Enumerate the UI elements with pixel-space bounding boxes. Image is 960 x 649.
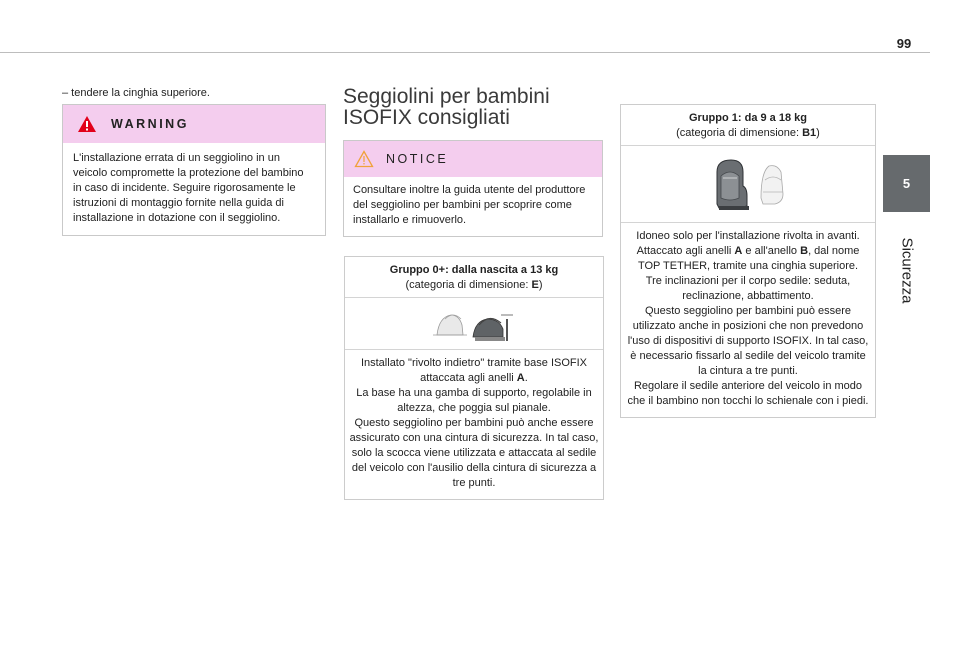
group1-desc-4: Questo seggiolino per bambini può essere utilizzato anche in posizioni che non prevedono l'uso di dispositivi di supporto ISOFIX. In tal caso, è necessario fissarlo al sedile del veicolo tramite la cintura a tre punti. [627,305,869,377]
chapter-label [883,220,930,320]
notice-header [344,141,602,177]
section-title-line2: ISOFIX consigliati [343,106,510,129]
group0-description [345,350,603,499]
group1-desc-1: Idoneo solo per l'installazione rivolta in avanti. [636,230,860,242]
group0-title: Gruppo 0+: dalla nascita a 13 kg [389,264,559,276]
group1-image-cell [621,146,875,223]
group1-table [620,104,876,418]
chapter-tab[interactable] [883,155,930,212]
group1-desc-2: Attaccato agli anelli A e all'anello B, dal nome TOP TETHER, tramite una cinghia superiore. [636,245,860,272]
child-seat-illustration [703,154,793,214]
group0-image-cell [345,298,603,350]
instruction-line: – tendere la cinghia superiore. [62,87,210,99]
group0-desc-3: Questo seggiolino per bambini può anche essere assicurato con una cintura di sicurezza. In tal caso, solo la scocca viene utilizzata e attaccata al sedile del veicolo con l'ausilio della cintura di sicurezza a tre punti. [349,417,599,489]
group0-desc-2: La base ha una gamba di supporto, regolabile in altezza, che poggia sul pianale. [356,387,592,414]
group1-desc-5: Regolare il sedile anteriore del veicolo in modo che il bambino non tocchi lo schienale con i piedi. [627,380,869,407]
group0-subtitle: (categoria di dimensione: E) [405,279,543,291]
warning-box [62,104,326,236]
warning-text: L'installazione errata di un seggiolino in un veicolo compromette la protezione del bambino in caso di incidente. Seguire rigorosamente le istruzioni di montaggio fornite nella guida di installazione in dotazione con il seggiolino. [73,152,304,224]
section-title-line1: Seggiolini per bambini [343,85,550,108]
notice-triangle-icon [354,150,374,168]
group0-desc-1: Installato "rivolto indietro" tramite base ISOFIX attaccata agli anelli A. [360,357,588,384]
page-number: 99 [896,36,912,51]
group0-table [344,256,604,500]
header-rule [0,52,930,53]
notice-text: Consultare inoltre la guida utente del produttore del seggiolino per bambini per scoprire come installarlo e rimuoverlo. [353,184,586,226]
group1-title: Gruppo 1: da 9 a 18 kg [689,112,807,124]
group0-header [345,257,603,298]
group1-desc-3: Tre inclinazioni per il corpo sedile: seduta, reclinazione, abbattimento. [645,275,851,302]
group1-header [621,105,875,146]
notice-box [343,140,603,237]
warning-header [63,105,325,143]
section-title [343,86,603,128]
warning-triangle-icon [77,115,97,133]
chapter-number: 5 [902,176,911,191]
infant-carrier-illustration [429,305,519,343]
notice-title: NOTICE [386,152,449,166]
group1-description [621,223,875,417]
chapter-label-text: Sicurezza [898,237,916,303]
warning-title: WARNING [111,117,189,131]
group1-subtitle: (categoria di dimensione: B1) [676,127,820,139]
